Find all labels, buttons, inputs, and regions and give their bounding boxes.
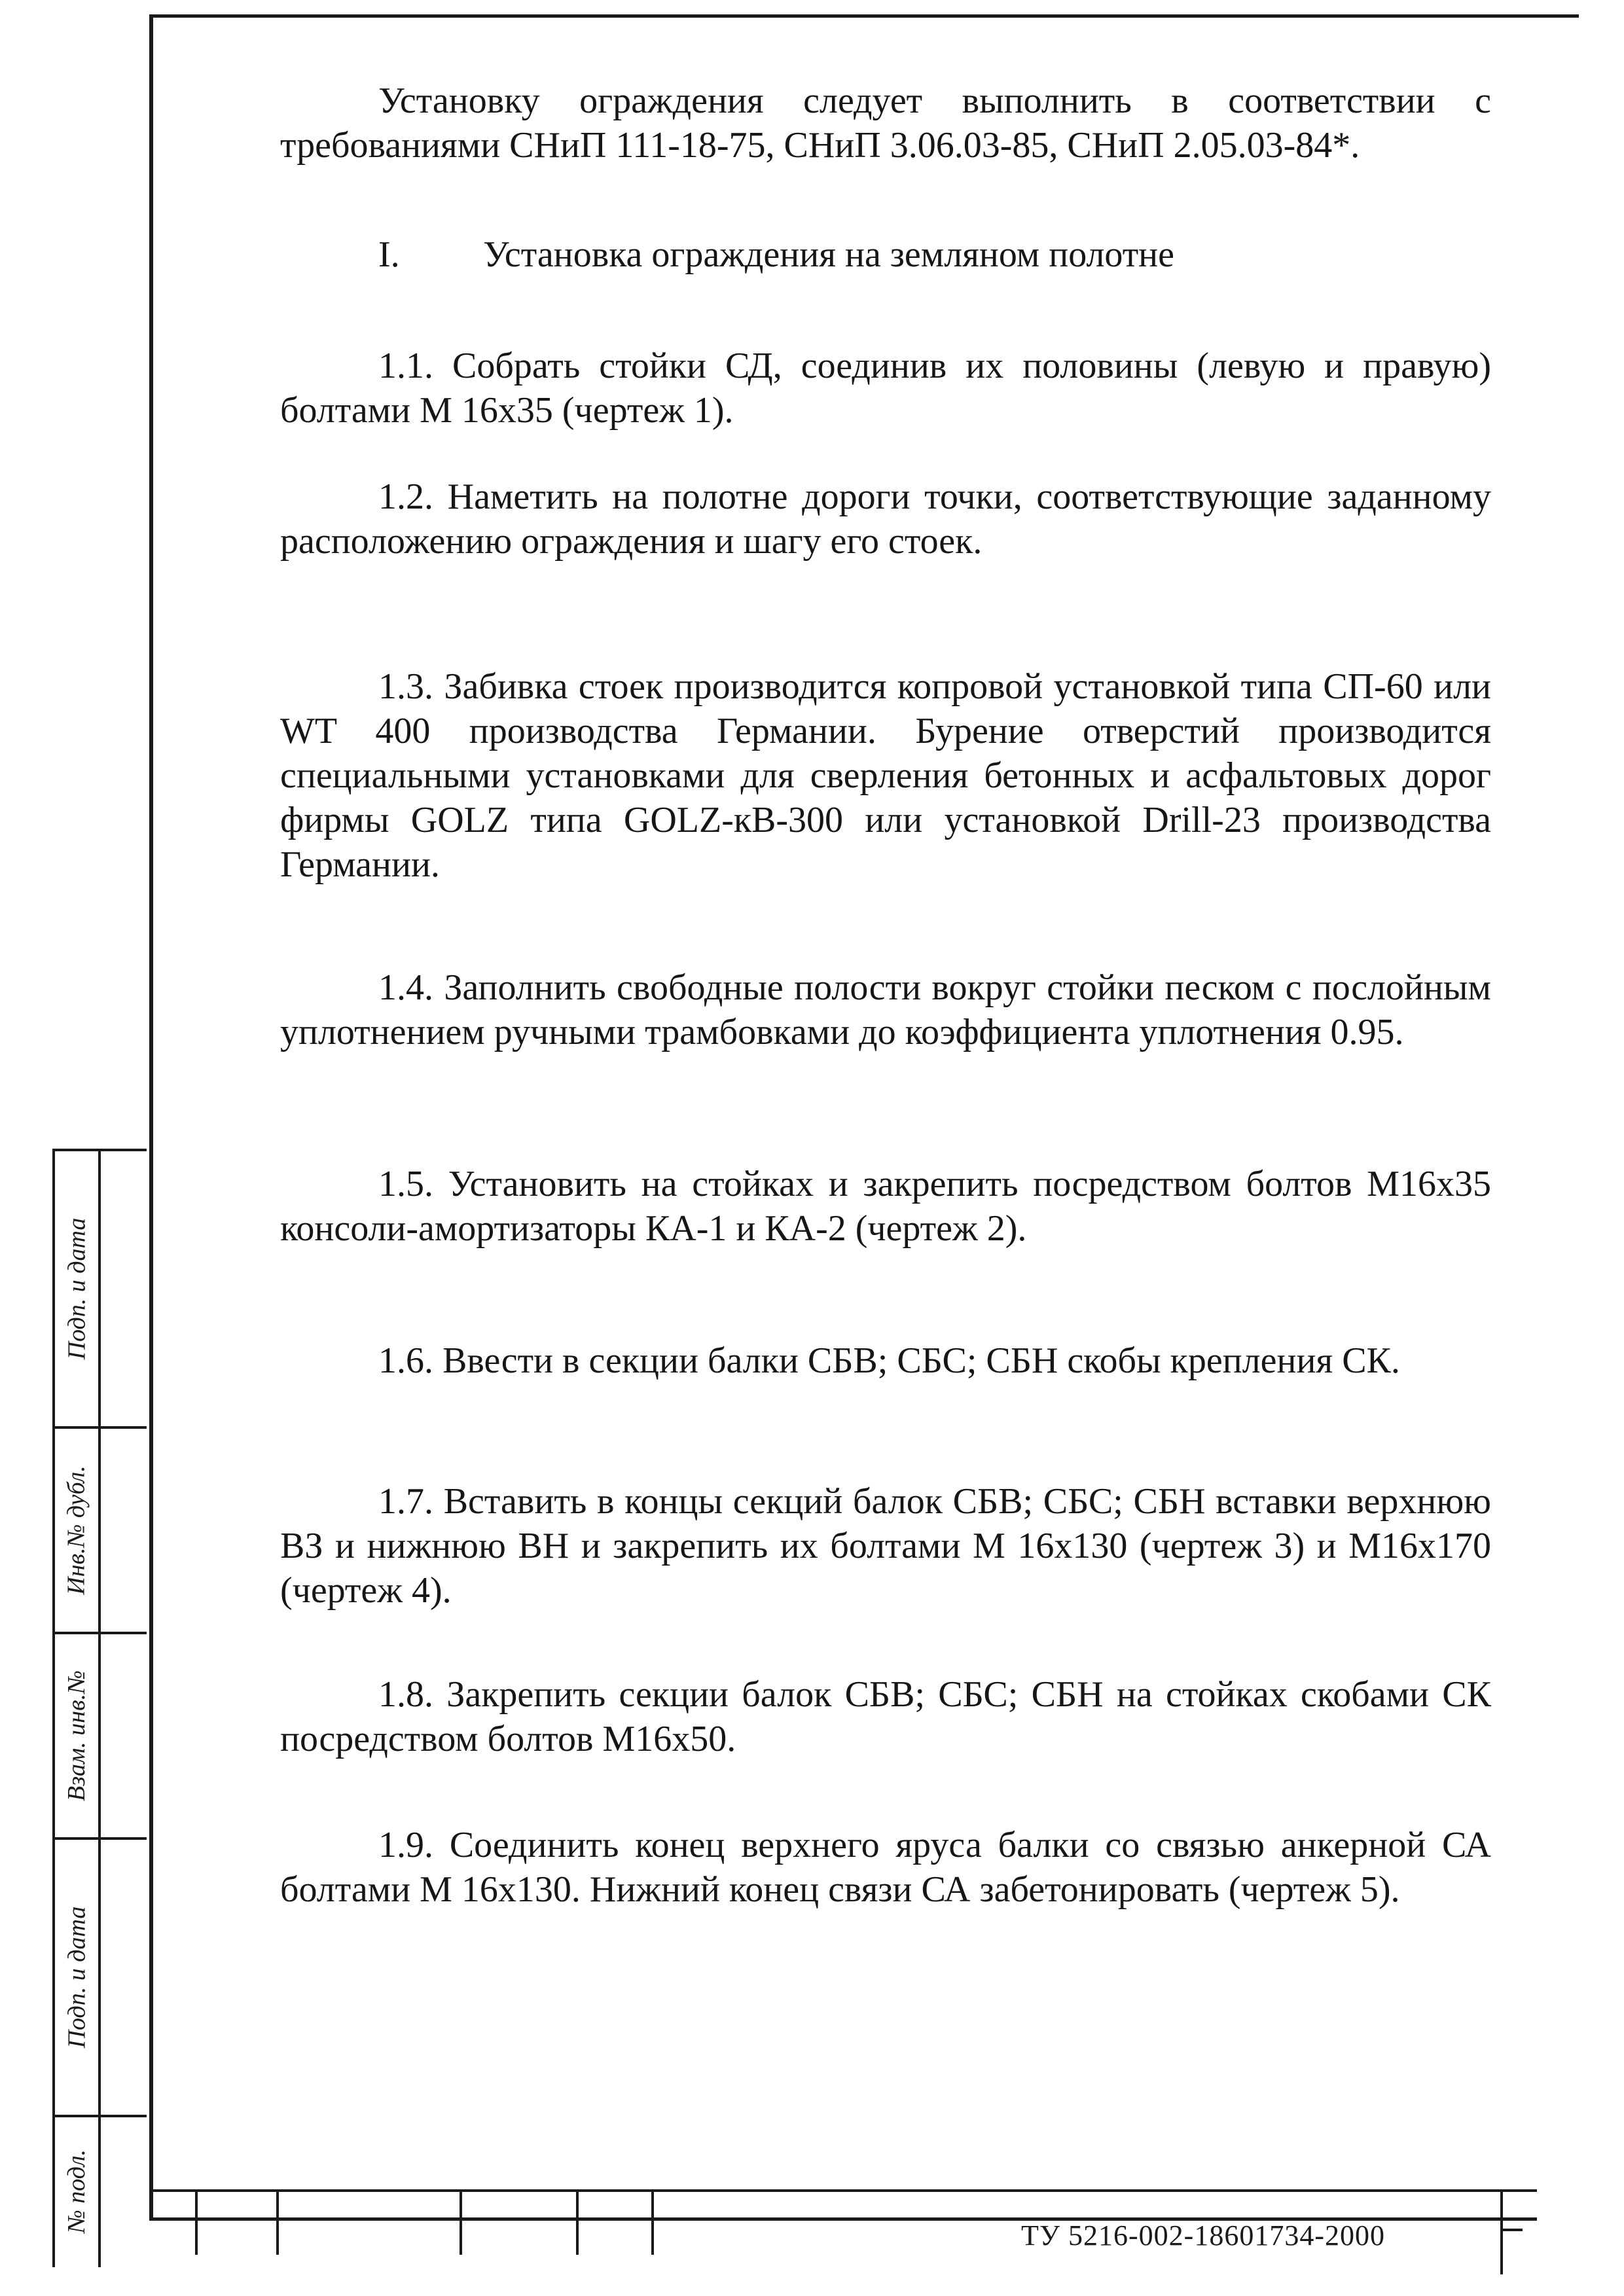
item-1-3: 1.3. Забивка стоек производится копровой установкой типа СП-60 или WT 400 производства Германии. Бурение отверстий производится специальными установками для сверления бетонных и асфальтовых дорог фирмы GOLZ типа GOLZ-кВ-300 или установкой Drill-23 производства Германии.: [280, 666, 1491, 885]
stamp-podl: № подл.: [63, 2149, 90, 2233]
stamp-inv-dubl: Инв.№ дубл.: [55, 1429, 98, 1634]
item-1-7: 1.7. Вставить в концы секций балок СБВ; СБС; СБН вставки верхнюю ВЗ и нижнюю ВН и закрепить их болтами М 16х130 (чертеж 3) и М16х170 (чертеж 4).: [280, 1481, 1491, 1611]
item-1-8: 1.8. Закрепить секции балок СБВ; СБС; СБН на стойках скобами СК посредством болтов М16х50.: [280, 1674, 1491, 1759]
item-1-9: 1.9. Соединить конец верхнего яруса балки со связью анкерной СА болтами М 16х130. Нижний конец связи СА забетонировать (чертеж 5).: [280, 1825, 1491, 1910]
sheet-number-box: [1500, 2189, 1542, 2274]
item-1-5: 1.5. Установить на стойках и закрепить посредством болтов М16х35 консоли-амортизаторы КА-1 и КА-2 (чертеж 2).: [280, 1164, 1491, 1249]
side-stamp: [52, 1149, 147, 2267]
item-1-2: 1.2. Наметить на полотне дороги точки, соответствующие заданному расположению ограждения и шагу его стоек.: [280, 476, 1491, 562]
frame-left-line: [149, 14, 153, 2220]
section-heading: [378, 232, 1174, 277]
document-code: ТУ 5216-002-18601734-2000: [1021, 2219, 1385, 2251]
title-block-top-line: [149, 2189, 1537, 2192]
item-1-4: 1.4. Заполнить свободные полости вокруг стойки песком с послойным уплотнением ручными трамбовками до коэффициента уплотнения 0.95.: [280, 967, 1491, 1052]
frame-top-line: [152, 14, 1579, 18]
stamp-sign-date-2: Подп. и дата: [55, 1840, 98, 2117]
section-title: Установка ограждения на земляном полотне: [483, 234, 1174, 275]
section-number: I.: [378, 234, 400, 275]
intro-paragraph: Установку ограждения следует выполнить в соответствии с требованиями СНиП 111-18-75, СНиП 3.06.03-85, СНиП 2.05.03-84*.: [280, 81, 1491, 166]
item-1-1: 1.1. Собрать стойки СД, соединив их половины (левую и правую) болтами М 16х35 (чертеж 1).: [280, 346, 1491, 431]
item-1-6: 1.6. Ввести в секции балки СБВ; СБС; СБН скобы крепления СК.: [378, 1340, 1400, 1381]
stamp-sign-date-1: Подп. и дата: [55, 1151, 98, 1429]
stamp-vzam-inv: Взам. инв.№: [55, 1634, 98, 1840]
